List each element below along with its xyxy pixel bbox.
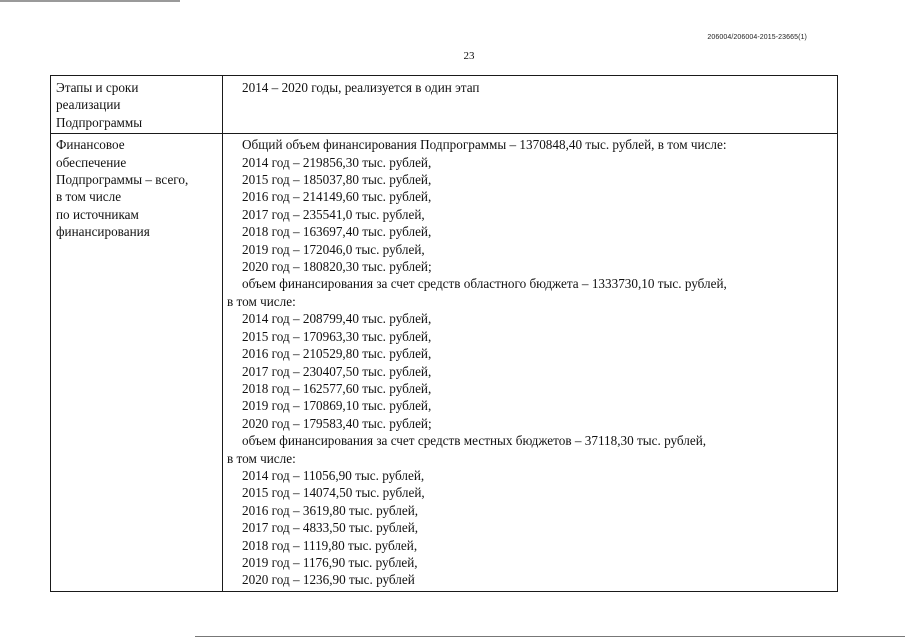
document-id: 206004/206004-2015-23665(1) bbox=[707, 34, 807, 41]
row-value-line: 2019 год – 170869,10 тыс. рублей, bbox=[242, 398, 432, 414]
row-value-line: 2018 год – 162577,60 тыс. рублей, bbox=[242, 380, 432, 396]
row-value-line: 2014 год – 11056,90 тыс. рублей, bbox=[242, 467, 425, 483]
row-label-line: Финансовое bbox=[56, 137, 125, 153]
page-number: 23 bbox=[463, 50, 475, 62]
passport-table bbox=[50, 75, 838, 592]
row-value-line: 2014 год – 219856,30 тыс. рублей, bbox=[242, 154, 432, 170]
row-value-line: 2016 год – 3619,80 тыс. рублей, bbox=[242, 502, 419, 518]
row-label-line: Этапы и сроки bbox=[56, 80, 139, 95]
row-value-line: 2017 год – 4833,50 тыс. рублей, bbox=[242, 520, 419, 536]
row-value-line: объем финансирования за счет средств местных бюджетов – 37118,30 тыс. рублей, bbox=[242, 433, 707, 449]
row-value-line: 2015 год – 14074,50 тыс. рублей, bbox=[242, 485, 425, 501]
row-label-line: обеспечение bbox=[56, 154, 127, 170]
row-value-line: 2017 год – 235541,0 тыс. рублей, bbox=[242, 206, 425, 222]
row-label-line: реализации bbox=[56, 97, 121, 113]
row-label-line: в том числе bbox=[56, 189, 122, 205]
row-value-line: 2020 год – 180820,30 тыс. рублей; bbox=[242, 259, 432, 275]
row-value-line: 2014 – 2020 годы, реализуется в один этап bbox=[242, 80, 480, 95]
row-label-line: Подпрограммы – всего, bbox=[56, 172, 189, 188]
row-value-line: объем финансирования за счет средств областного бюджета – 1333730,10 тыс. рублей, bbox=[242, 276, 727, 292]
row-value-line: 2014 год – 208799,40 тыс. рублей, bbox=[242, 311, 432, 327]
row-value-line: 2016 год – 210529,80 тыс. рублей, bbox=[242, 346, 432, 362]
row-value-line: 2015 год – 170963,30 тыс. рублей, bbox=[242, 328, 432, 344]
row-label-line: Подпрограммы bbox=[56, 114, 143, 130]
row-value-cell bbox=[223, 76, 838, 134]
table-row bbox=[51, 76, 838, 134]
scan-edge-line-top bbox=[0, 0, 180, 2]
row-value-line: 2020 год – 179583,40 тыс. рублей; bbox=[242, 415, 432, 431]
row-value-line: Общий объем финансирования Подпрограммы – 1370848,40 тыс. рублей, в том числе: bbox=[242, 137, 727, 153]
row-value-line: 2018 год – 163697,40 тыс. рублей, bbox=[242, 224, 432, 240]
table-row bbox=[51, 134, 838, 592]
row-label-line: финансирования bbox=[56, 224, 150, 240]
row-label-cell bbox=[51, 134, 223, 592]
row-value-line: 2019 год – 172046,0 тыс. рублей, bbox=[242, 241, 425, 257]
row-value-cell bbox=[223, 134, 838, 592]
row-value-line: в том числе: bbox=[227, 293, 296, 309]
row-value-line: 2019 год – 1176,90 тыс. рублей, bbox=[242, 554, 418, 570]
row-value-line: 2015 год – 185037,80 тыс. рублей, bbox=[242, 172, 432, 188]
row-label-cell bbox=[51, 76, 223, 134]
row-label-line: по источникам bbox=[56, 206, 139, 222]
row-value-line: 2016 год – 214149,60 тыс. рублей, bbox=[242, 189, 432, 205]
row-value-line: в том числе: bbox=[227, 450, 296, 466]
row-value-line: 2020 год – 1236,90 тыс. рублей bbox=[242, 572, 415, 588]
scan-edge-line-bottom bbox=[195, 636, 905, 637]
row-value-line: 2018 год – 1119,80 тыс. рублей, bbox=[242, 537, 418, 553]
row-value-line: 2017 год – 230407,50 тыс. рублей, bbox=[242, 363, 432, 379]
